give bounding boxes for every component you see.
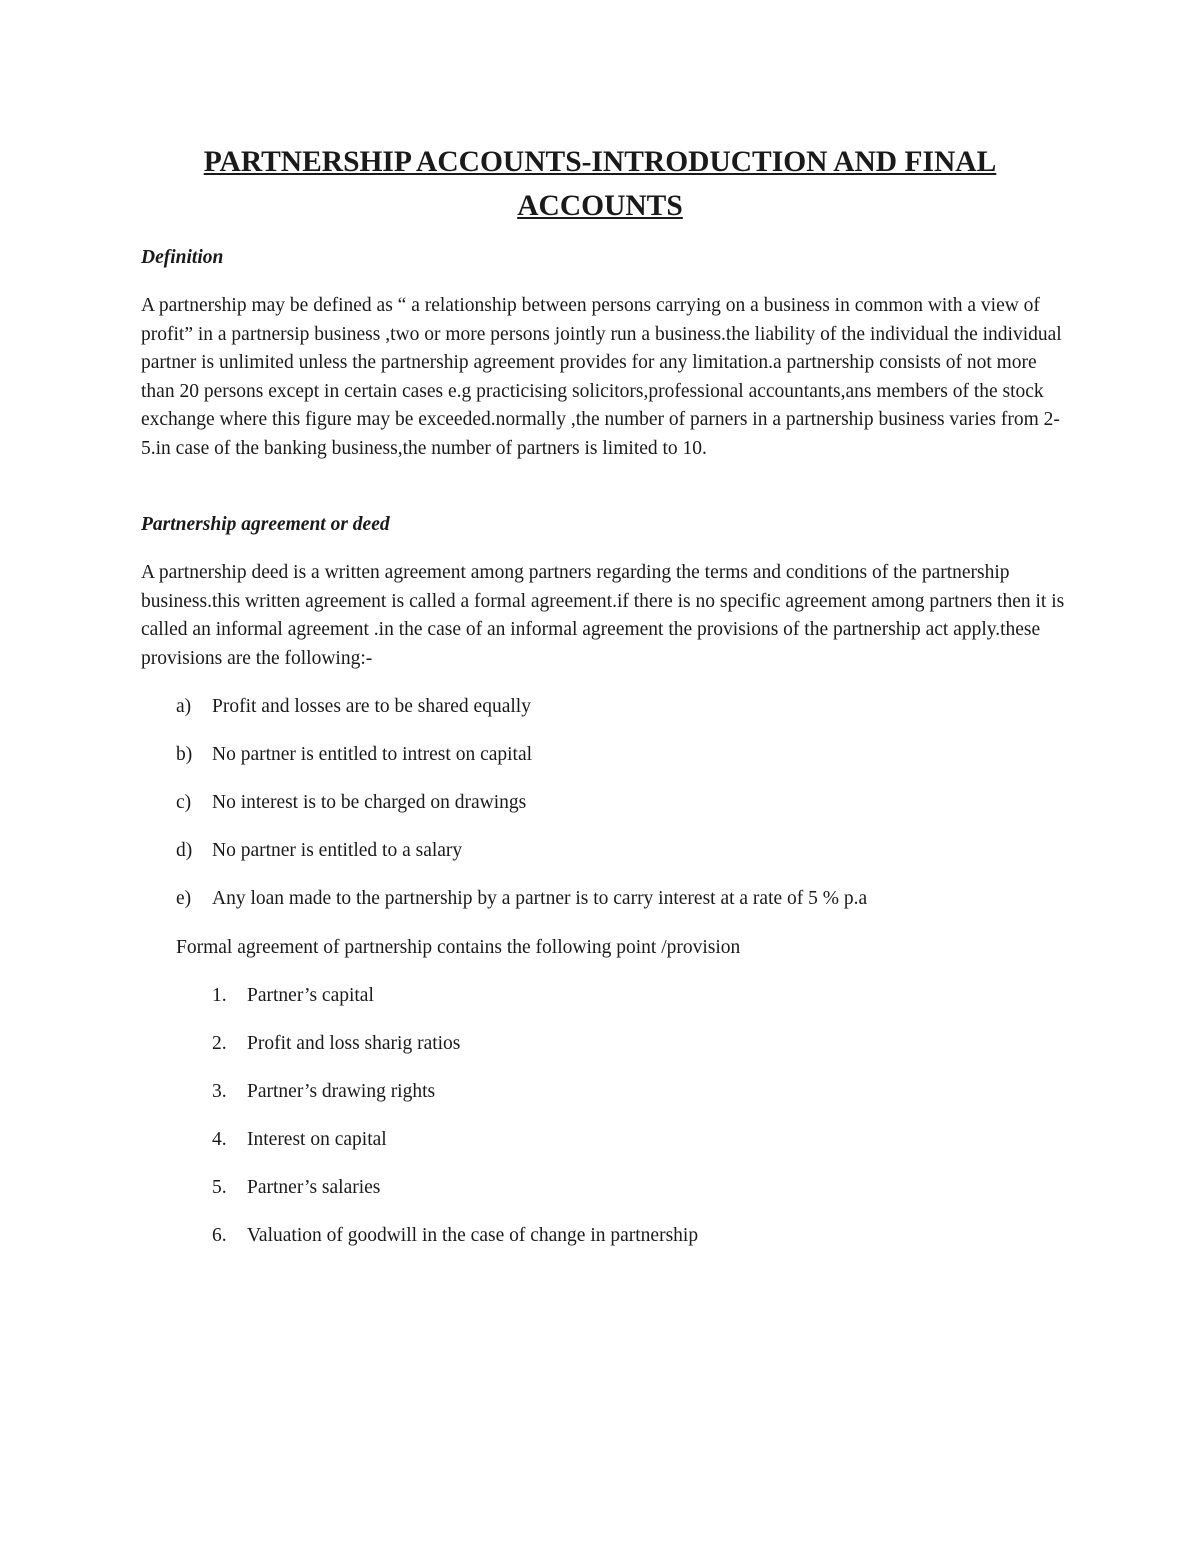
formal-point-marker: 5. [212,1177,227,1198]
formal-point-marker: 4. [212,1129,227,1150]
formal-point-marker: 2. [212,1033,227,1054]
provision-marker: e) [176,888,192,909]
definition-paragraph: A partnership may be defined as “ a relationship between persons carrying on a business in common with a view of profit” in a partnersip business ,two or more persons jointly run a business.the liability of the individual the individual partner is unlimited unless the partnership agreement provides for any limitation.a partnership consists of not more than 20 persons except in certain cases e.g practicising solicitors,professional accountants,ans members of the stock exchange where this figure may be exceeded.normally ,the number of parners in a partnership business varies from 2-5.in case of the banking business,the number of partners is limited to 10. [141,295,1062,459]
provision-marker: b) [176,744,193,765]
document-title: PARTNERSHIP ACCOUNTS-INTRODUCTION AND FINAL ACCOUNTS [203,146,997,222]
formal-agreement-intro: Formal agreement of partnership contains the following point /provision [176,937,741,958]
formal-point-item: Valuation of goodwill in the case of change in partnership [247,1225,699,1246]
formal-point-item: Profit and loss sharig ratios [247,1033,461,1054]
definition-heading: Definition [141,247,224,268]
provision-marker: c) [176,792,192,813]
agreement-paragraph: A partnership deed is a written agreement among partners regarding the terms and conditions of the partnership business.this written agreement is called a formal agreement.if there is no specific agreement among partners then it is called an informal agreement .in the case of an informal agreement the provisions of the partnership act apply.these provisions are the following:- [141,562,1065,669]
formal-point-marker: 6. [212,1225,227,1246]
formal-point-marker: 1. [212,985,227,1006]
provision-marker: a) [176,696,192,717]
formal-point-item: Partner’s capital [247,985,374,1006]
formal-point-item: Partner’s drawing rights [247,1081,436,1102]
provision-marker: d) [176,840,193,861]
agreement-heading: Partnership agreement or deed [141,514,390,535]
provision-item: No partner is entitled to intrest on capital [212,744,533,765]
provision-item: Profit and losses are to be shared equally [212,696,531,717]
formal-point-item: Partner’s salaries [247,1177,381,1198]
formal-point-item: Interest on capital [247,1129,387,1150]
formal-point-marker: 3. [212,1081,227,1102]
provision-item: Any loan made to the partnership by a partner is to carry interest at a rate of 5 % p.a [212,888,868,909]
provision-item: No partner is entitled to a salary [212,840,463,861]
provision-item: No interest is to be charged on drawings [212,792,527,813]
